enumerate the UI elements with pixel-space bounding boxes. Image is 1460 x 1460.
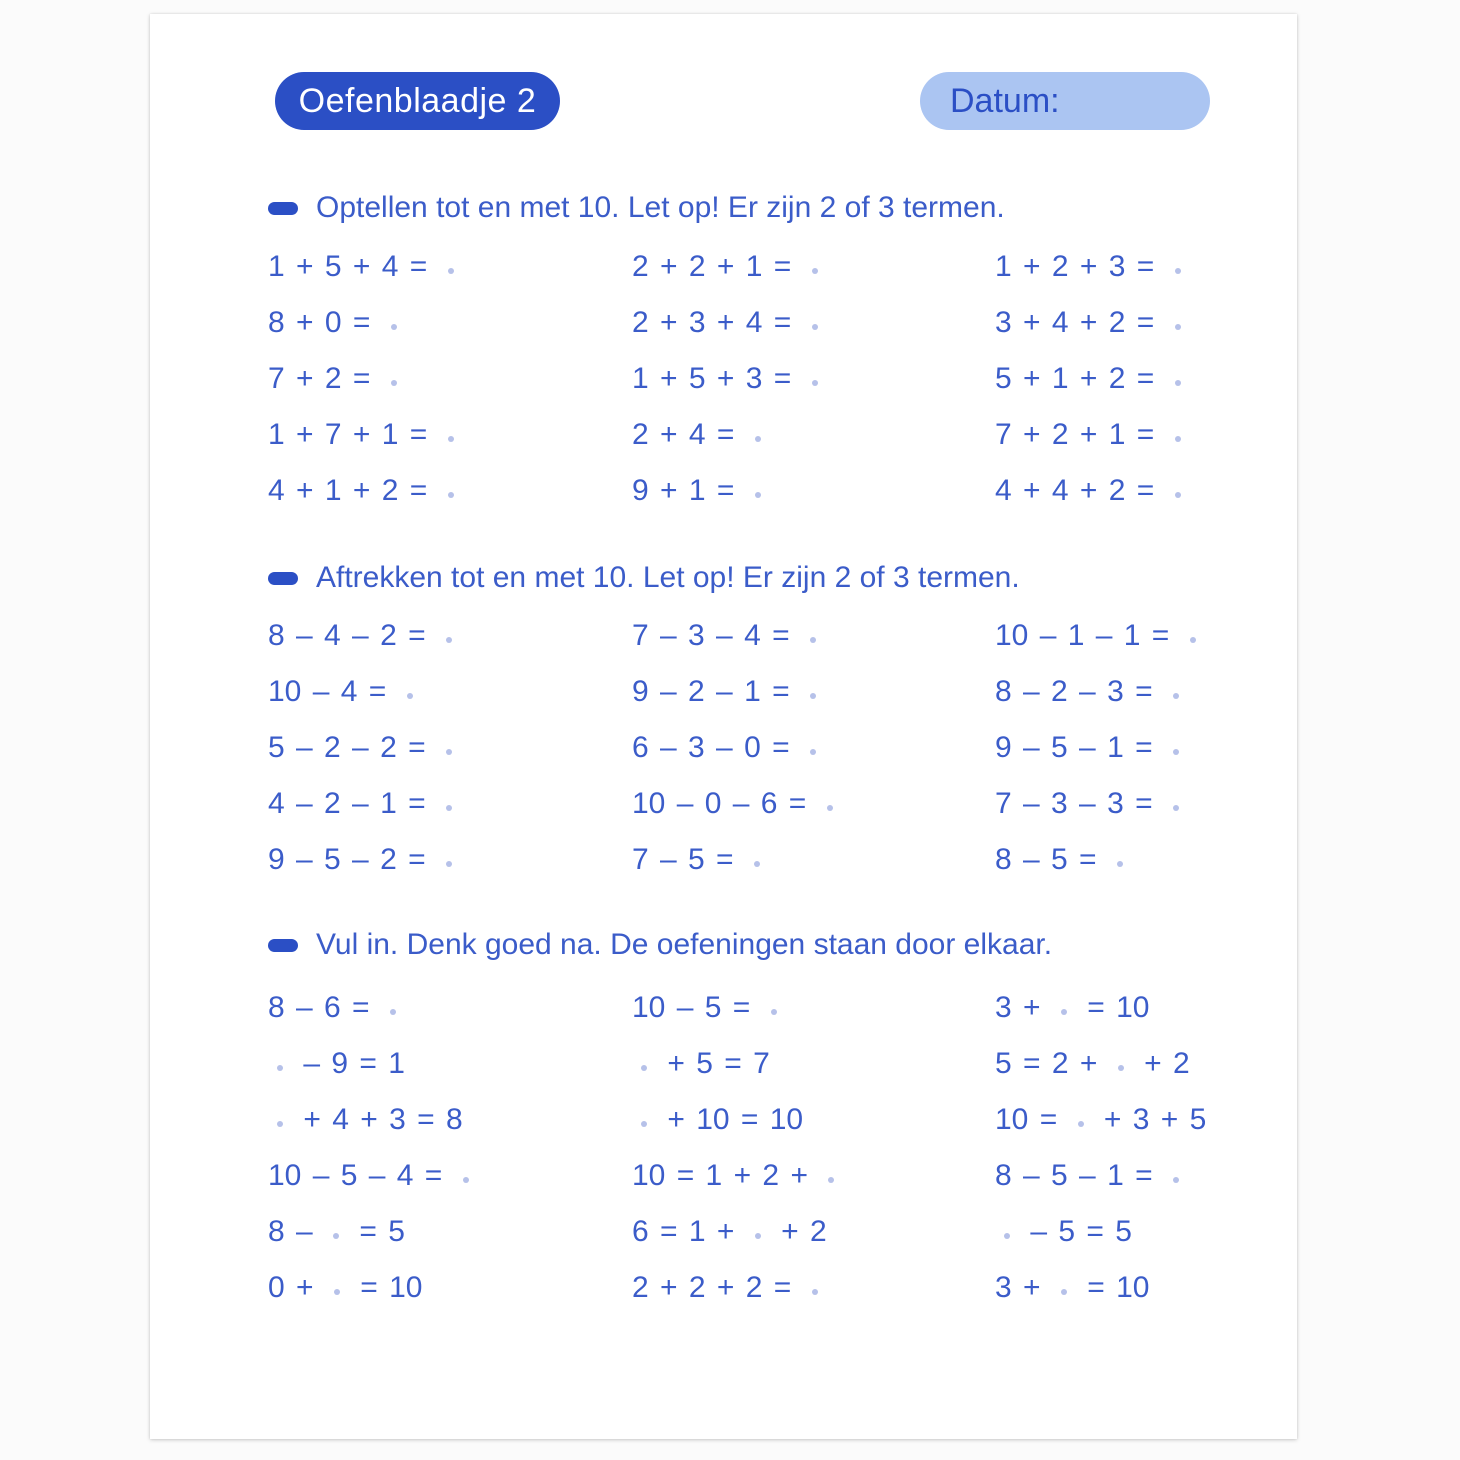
answer-blank[interactable]: [390, 1009, 396, 1015]
answer-blank[interactable]: [334, 1289, 340, 1295]
answer-blank[interactable]: [1078, 1121, 1084, 1127]
section-aftrekken-problems: [268, 608, 1257, 888]
answer-blank[interactable]: [277, 1065, 283, 1071]
equation: 7 + 2 + 1 =: [995, 418, 1257, 452]
answer-blank[interactable]: [812, 1289, 818, 1295]
answer-blank[interactable]: [391, 380, 397, 386]
answer-blank[interactable]: [827, 805, 833, 811]
equation: 1 + 7 + 1 =: [268, 418, 632, 452]
equation: – 5 = 5: [995, 1215, 1257, 1249]
answer-blank[interactable]: [754, 861, 760, 867]
answer-blank[interactable]: [755, 492, 761, 498]
equation: 10 = 1 + 2 +: [632, 1159, 995, 1193]
equation: 5 + 1 + 2 =: [995, 362, 1257, 396]
answer-blank[interactable]: [810, 637, 816, 643]
answer-blank[interactable]: [446, 805, 452, 811]
section-heading-vul-in: [268, 927, 1257, 963]
equation: 2 + 2 + 1 =: [632, 250, 995, 284]
equation: 4 + 4 + 2 =: [995, 474, 1257, 508]
equation: 5 – 2 – 2 =: [268, 731, 632, 765]
equation: 2 + 4 =: [632, 418, 995, 452]
equation: 2 + 2 + 2 =: [632, 1271, 995, 1305]
answer-blank[interactable]: [755, 1233, 761, 1239]
equation: 8 – = 5: [268, 1215, 405, 1248]
answer-blank[interactable]: [1173, 1177, 1179, 1183]
answer-blank[interactable]: [446, 861, 452, 867]
dash-bullet-icon: [268, 572, 298, 585]
section-optellen-problems: [268, 239, 1257, 519]
answer-blank[interactable]: [446, 749, 452, 755]
answer-blank[interactable]: [333, 1233, 339, 1239]
equation: 8 + 0 =: [268, 306, 632, 340]
equation: 3 + 4 + 2 =: [995, 306, 1257, 340]
answer-blank[interactable]: [1175, 380, 1181, 386]
answer-blank[interactable]: [448, 492, 454, 498]
equation: 6 – 3 – 0 =: [632, 731, 995, 765]
equation: 6 = 1 + + 2: [632, 1215, 827, 1248]
answer-blank[interactable]: [1117, 861, 1123, 867]
equation: 10 – 5 =: [632, 991, 995, 1025]
date-pill: [920, 72, 1210, 130]
equation: 3 + = 10: [995, 991, 1150, 1024]
answer-blank[interactable]: [1173, 749, 1179, 755]
equation: 8 – 6 =: [268, 991, 632, 1025]
answer-blank[interactable]: [771, 1009, 777, 1015]
equation: 1 + 2 + 3 =: [995, 250, 1257, 284]
section-vul-in-problems: [268, 980, 1257, 1316]
answer-blank[interactable]: [1175, 436, 1181, 442]
answer-blank[interactable]: [1175, 492, 1181, 498]
answer-blank[interactable]: [755, 436, 761, 442]
dash-bullet-icon: [268, 202, 298, 215]
answer-blank[interactable]: [1061, 1009, 1067, 1015]
answer-blank[interactable]: [277, 1121, 283, 1127]
equation: 8 – 4 – 2 =: [268, 619, 632, 653]
equation: 1 + 5 + 4 =: [268, 250, 632, 284]
answer-blank[interactable]: [1173, 805, 1179, 811]
equation: 10 – 4 =: [268, 675, 632, 709]
section-heading-aftrekken: [268, 560, 1257, 596]
answer-blank[interactable]: [641, 1065, 647, 1071]
equation: 9 – 5 – 1 =: [995, 731, 1257, 765]
equation: 7 – 5 =: [632, 843, 995, 877]
answer-blank[interactable]: [810, 693, 816, 699]
equation: 0 + = 10: [268, 1271, 423, 1304]
answer-blank[interactable]: [810, 749, 816, 755]
equation: 9 + 1 =: [632, 474, 995, 508]
equation: 2 + 3 + 4 =: [632, 306, 995, 340]
equation: 8 – 5 – 1 =: [995, 1159, 1257, 1193]
equation: + 10 = 10: [632, 1103, 995, 1137]
equation: 4 – 2 – 1 =: [268, 787, 632, 821]
equation: 7 + 2 =: [268, 362, 632, 396]
section-heading-text: Vul in. Denk goed na. De oefeningen staan door elkaar.: [316, 928, 1053, 961]
equation: 1 + 5 + 3 =: [632, 362, 995, 396]
date-field[interactable]: [1060, 72, 1210, 130]
answer-blank[interactable]: [446, 637, 452, 643]
equation: 8 – 2 – 3 =: [995, 675, 1257, 709]
equation: 10 – 1 – 1 =: [995, 619, 1257, 653]
answer-blank[interactable]: [1175, 268, 1181, 274]
equation: 10 – 5 – 4 =: [268, 1159, 632, 1193]
answer-blank[interactable]: [448, 268, 454, 274]
equation: – 9 = 1: [268, 1047, 632, 1081]
equation: 5 = 2 + + 2: [995, 1047, 1190, 1080]
answer-blank[interactable]: [463, 1177, 469, 1183]
answer-blank[interactable]: [1118, 1065, 1124, 1071]
answer-blank[interactable]: [812, 324, 818, 330]
equation: 4 + 1 + 2 =: [268, 474, 632, 508]
answer-blank[interactable]: [1190, 637, 1196, 643]
worksheet-page: [150, 14, 1297, 1439]
answer-blank[interactable]: [812, 380, 818, 386]
answer-blank[interactable]: [1173, 693, 1179, 699]
equation: 10 = + 3 + 5: [995, 1103, 1207, 1136]
section-heading-text: Optellen tot en met 10. Let op! Er zijn 2 of 3 termen.: [316, 191, 1005, 224]
equation: 3 + = 10: [995, 1271, 1150, 1304]
date-label: Datum:: [950, 81, 1060, 120]
answer-blank[interactable]: [1061, 1289, 1067, 1295]
title-pill: [275, 72, 560, 130]
section-heading-text: Aftrekken tot en met 10. Let op! Er zijn 2 of 3 termen.: [316, 561, 1020, 594]
equation: 9 – 5 – 2 =: [268, 843, 632, 877]
answer-blank[interactable]: [448, 436, 454, 442]
dash-bullet-icon: [268, 939, 298, 952]
answer-blank[interactable]: [1175, 324, 1181, 330]
equation: 9 – 2 – 1 =: [632, 675, 995, 709]
section-heading-optellen: [268, 190, 1257, 226]
answer-blank[interactable]: [391, 324, 397, 330]
answer-blank[interactable]: [641, 1121, 647, 1127]
answer-blank[interactable]: [812, 268, 818, 274]
equation: 7 – 3 – 4 =: [632, 619, 995, 653]
equation: 7 – 3 – 3 =: [995, 787, 1257, 821]
answer-blank[interactable]: [407, 693, 413, 699]
equation: + 4 + 3 = 8: [268, 1103, 632, 1137]
equation: 10 – 0 – 6 =: [632, 787, 995, 821]
equation: 8 – 5 =: [995, 843, 1257, 877]
answer-blank[interactable]: [828, 1177, 834, 1183]
worksheet-title: Oefenblaadje 2: [298, 81, 537, 120]
answer-blank[interactable]: [1004, 1233, 1010, 1239]
equation: + 5 = 7: [632, 1047, 995, 1081]
